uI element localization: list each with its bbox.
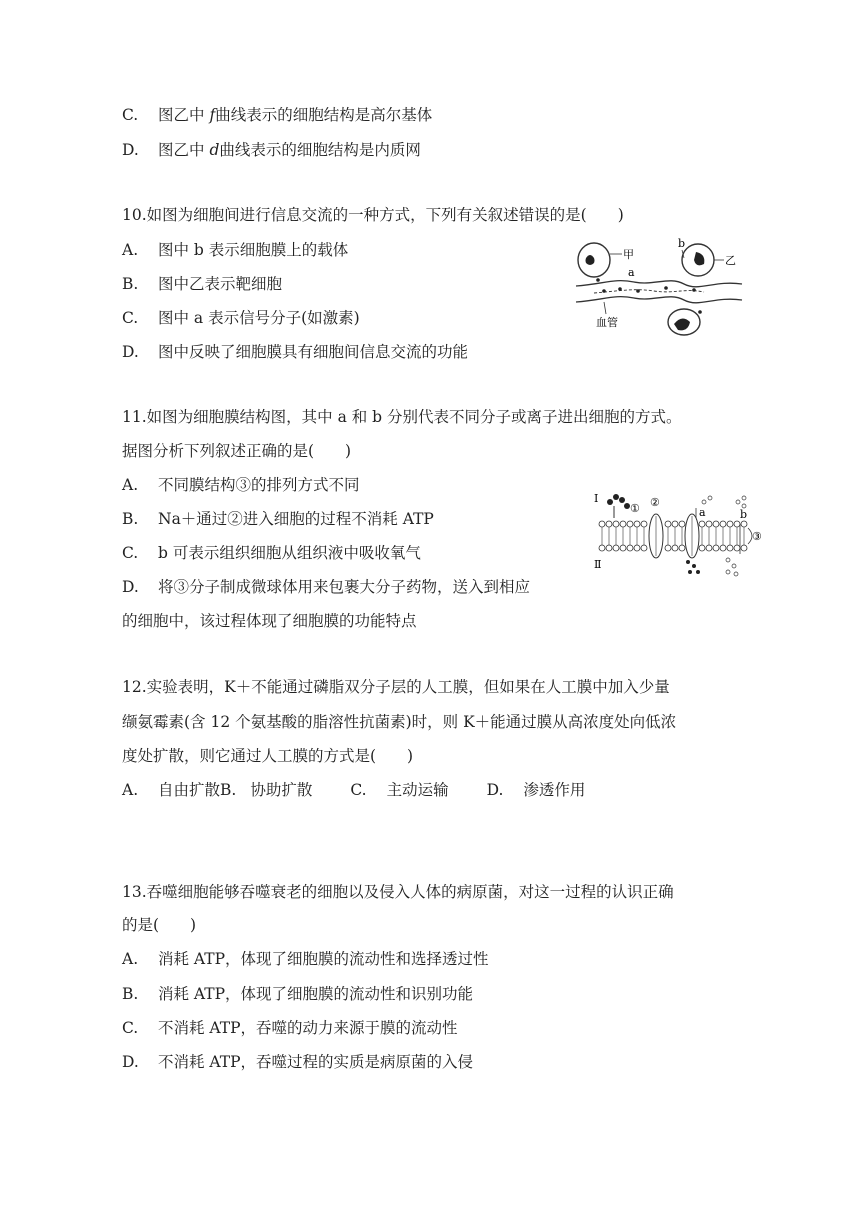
q12-line2: 缬氨霉素(含 12 个氨基酸的脂溶性抗菌素)时，则 K＋能通过膜从高浓度处向低浓 [122,713,677,731]
q13-option-c: C. 不消耗 ATP，吞噬的动力来源于膜的流动性 [122,1019,458,1037]
label-2: ② [650,496,660,509]
q12-line1: 12.实验表明，K＋不能通过磷脂双分子层的人工膜，但如果在人工膜中加入少量 [122,678,670,696]
q11-option-a: A. 不同膜结构③的排列方式不同 [122,476,360,494]
q11-stem-line2: 据图分析下列叙述正确的是( ) [122,442,352,460]
q12-option-a-text: 自由扩散 [158,781,221,799]
q12-option-b-text: 协助扩散 [250,781,313,799]
label-yi: 乙 [725,254,736,267]
label-b-q11: b [740,508,748,521]
q11-option-c: C. b 可表示组织细胞从组织液中吸收氧气 [122,544,421,562]
q13-line1: 13.吞噬细胞能够吞噬衰老的细胞以及侵入人体的病原菌，对这一过程的认识正确 [122,883,674,901]
q10-option-a: A. 图中 b 表示细胞膜上的载体 [122,241,349,259]
q12-option-a-label: A. [122,781,139,799]
q10-option-d: D. 图中反映了细胞膜具有细胞间信息交流的功能 [122,343,469,361]
label-3: ③ [752,530,762,543]
q12-option-c-text: 主动运输 [386,781,449,799]
q12-line3: 度处扩散，则它通过人工膜的方式是( ) [122,747,414,765]
q13-option-a: A. 消耗 ATP，体现了细胞膜的流动性和选择透过性 [122,950,489,968]
q11-option-b: B. Na＋通过②进入细胞的过程不消耗 ATP [122,510,434,528]
q12-option-b-label: B. [220,781,237,799]
cell-signaling-figure [574,236,744,336]
label-vessel: 血管 [596,316,618,329]
membrane-structure-figure [592,488,766,578]
q13-line2: 的是( ) [122,916,197,934]
q11-stem-line1: 11.如图为细胞膜结构图，其中 a 和 b 分别代表不同分子或离子进出细胞的方式。 [122,408,682,426]
label-I: Ⅰ [594,492,599,505]
label-a-q11: a [699,506,706,519]
q12-option-d-label: D. [486,781,504,799]
q12-option-d-text: 渗透作用 [523,781,586,799]
label-b-q10: b [678,237,686,250]
label-jia: 甲 [623,248,634,261]
label-a-q10: a [628,266,635,279]
q10-stem: 10.如图为细胞间进行信息交流的一种方式，下列有关叙述错误的是( ) [122,206,624,224]
label-1: ① [630,502,640,515]
q13-option-d: D. 不消耗 ATP，吞噬过程的实质是病原菌的入侵 [122,1053,474,1071]
q10-option-c: C. 图中 a 表示信号分子(如激素) [122,309,360,327]
q11-option-d-continuation: 的细胞中，该过程体现了细胞膜的功能特点 [122,612,417,630]
q12-option-c-label: C. [350,781,367,799]
option-d-prev: D. 图乙中 d曲线表示的细胞结构是内质网 [122,141,421,159]
q12-options-row [122,779,585,801]
q10-option-b: B. 图中乙表示靶细胞 [122,275,283,293]
option-c-prev: C. 图乙中 f曲线表示的细胞结构是高尔基体 [122,106,433,124]
q13-option-b: B. 消耗 ATP，体现了细胞膜的流动性和识别功能 [122,985,474,1003]
q11-option-d: D. 将③分子制成微球体用来包裹大分子药物，送入到相应 [122,578,531,596]
label-II: Ⅱ [594,558,602,571]
